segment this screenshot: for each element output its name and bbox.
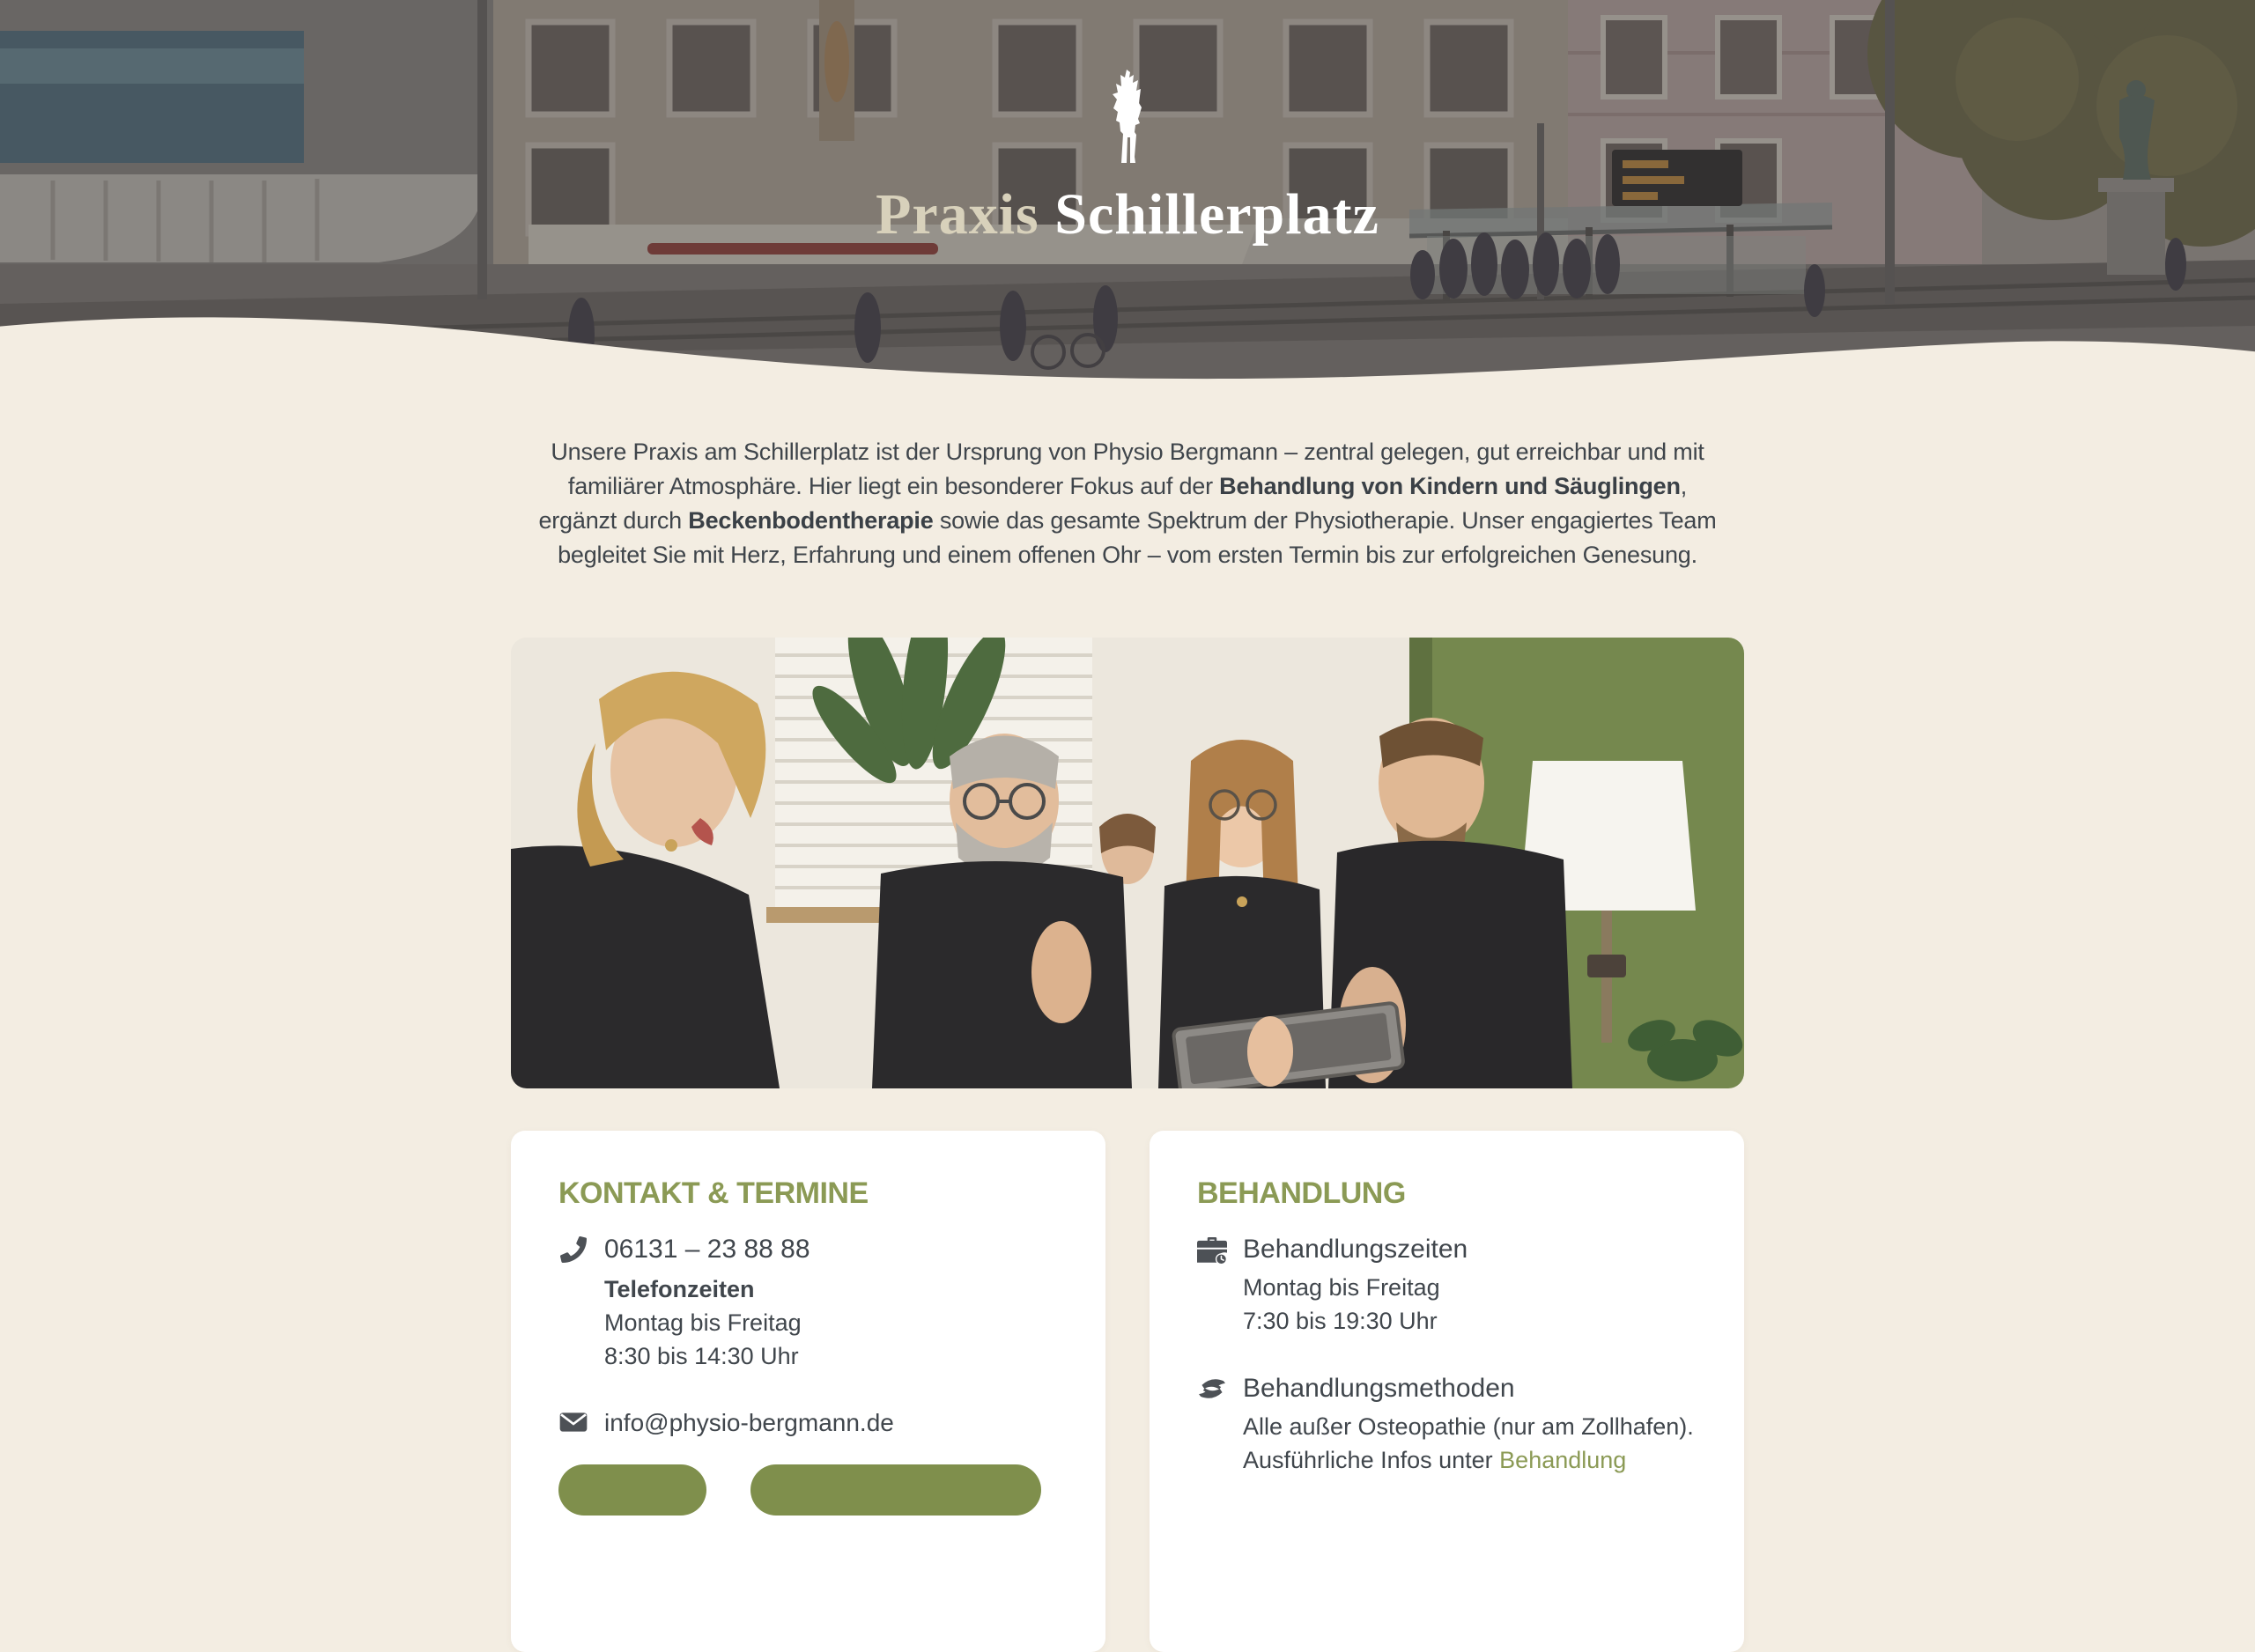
treatment-hours-label: Behandlungszeiten	[1243, 1235, 1468, 1264]
phone-number[interactable]: 06131 – 23 88 88	[604, 1235, 810, 1264]
contact-buttons	[558, 1464, 1058, 1516]
phone-hours-days: Montag bis Freitag	[604, 1309, 802, 1336]
hands-icon	[1197, 1373, 1227, 1402]
briefcase-clock-icon	[1197, 1234, 1227, 1265]
schiller-statue-icon	[1110, 67, 1145, 166]
info-cards	[511, 1131, 1744, 1652]
hero-header	[0, 0, 2255, 380]
page-title-schillerplatz: Schillerplatz	[1054, 182, 1379, 247]
treatment-hours-time: 7:30 bis 19:30 Uhr	[1243, 1308, 1438, 1334]
treatment-hours-row	[1197, 1234, 1697, 1265]
page-title-praxis: Praxis	[876, 182, 1039, 247]
treatment-methods	[1243, 1410, 1697, 1477]
phone-hours-time: 8:30 bis 14:30 Uhr	[604, 1343, 799, 1369]
treatment-methods-info	[1243, 1443, 1697, 1477]
treatment-hours-days: Montag bis Freitag	[1243, 1274, 1440, 1301]
intro-text-2: , ergänzt durch	[538, 473, 1688, 534]
contact-button-primary[interactable]	[558, 1464, 706, 1516]
treatment-methods-text: Alle außer Osteopathie (nur am Zollhafen).	[1243, 1413, 1694, 1440]
contact-button-secondary[interactable]	[750, 1464, 1041, 1516]
envelope-icon	[558, 1408, 588, 1434]
page-title	[0, 183, 2255, 247]
intro-bold-1: Behandlung von Kindern und Säuglingen	[1219, 473, 1681, 499]
contact-card	[511, 1131, 1105, 1652]
behandlung-link[interactable]: Behandlung	[1499, 1447, 1627, 1473]
email-address[interactable]: info@physio-bergmann.de	[604, 1409, 894, 1436]
intro-bold-2: Beckenbodentherapie	[688, 507, 934, 534]
contact-card-heading: KONTAKT & TERMINE	[558, 1176, 869, 1210]
phone-hours-label: Telefonzeiten	[604, 1276, 755, 1302]
intro-text-3: sowie das gesamte Spektrum der Physiotherapie. Unser engagiertes Team begleitet Sie mit Herz, Erfahrung und einem offenen Ohr – vom ersten Termin bis zur erfolgreichen Genesung.	[558, 507, 1717, 568]
team-photo	[511, 638, 1744, 1088]
phone-icon	[558, 1234, 588, 1263]
phone-row	[558, 1234, 1058, 1265]
phone-hours	[604, 1272, 1058, 1373]
treatment-methods-label: Behandlungsmethoden	[1243, 1374, 1515, 1403]
treatment-card-heading: BEHANDLUNG	[1197, 1176, 1406, 1210]
intro-paragraph	[536, 380, 1720, 572]
treatment-methods-row	[1197, 1373, 1697, 1405]
intro-text-1: Unsere Praxis am Schillerplatz ist der Ursprung von Physio Bergmann – zentral gelegen, gut erreichbar und mit familiärer Atmosphäre. Hier liegt ein besonderer Fokus auf der	[551, 439, 1704, 499]
treatment-card	[1150, 1131, 1744, 1652]
treatment-methods-info-text: Ausführliche Infos unter	[1243, 1447, 1500, 1473]
treatment-hours	[1243, 1271, 1697, 1338]
email-row	[558, 1408, 1058, 1438]
main-content	[0, 380, 2255, 1652]
